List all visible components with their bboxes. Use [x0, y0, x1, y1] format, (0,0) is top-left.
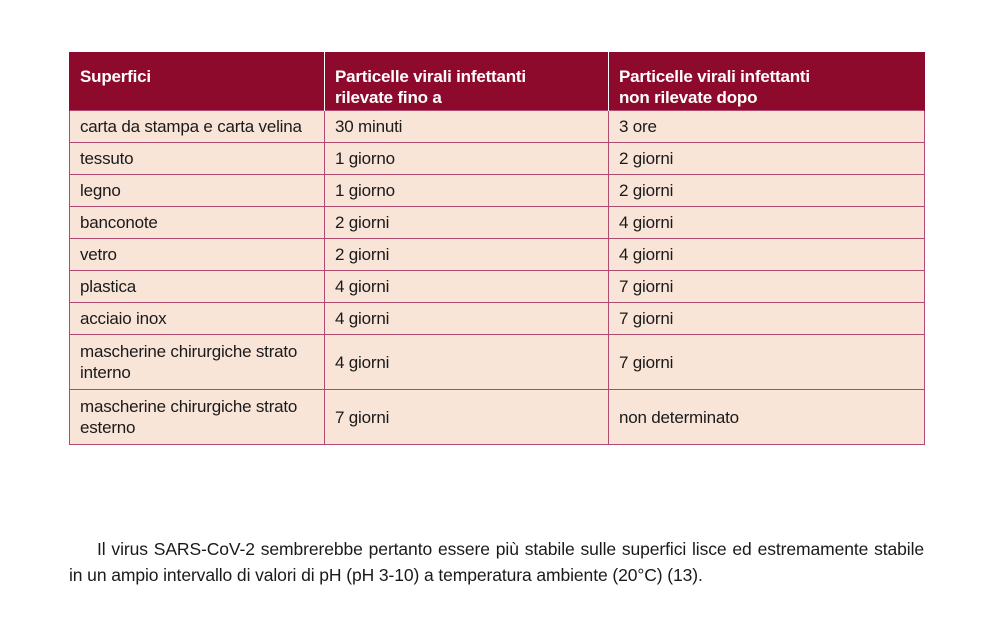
- cell-surface: carta da stampa e carta velina: [70, 111, 325, 143]
- cell-surface: plastica: [70, 271, 325, 303]
- table-row: [70, 207, 925, 239]
- cell-surface: banconote: [70, 207, 325, 239]
- cell-detected-until: 2 giorni: [325, 207, 609, 239]
- cell-not-detected-after: 4 giorni: [609, 239, 925, 271]
- header-line: Particelle virali infettanti: [619, 67, 810, 86]
- cell-not-detected-after: non determinato: [609, 390, 925, 445]
- cell-detected-until: 2 giorni: [325, 239, 609, 271]
- table-row: [70, 303, 925, 335]
- cell-surface: vetro: [70, 239, 325, 271]
- header-detected-until: [325, 53, 609, 111]
- body-paragraph: Il virus SARS-CoV-2 sembrerebbe pertanto essere più stabile sulle superfici lisce ed estremamente stabile in un ampio intervallo di valori di pH (pH 3-10) a temperatura ambiente (20°C) (13).: [69, 539, 924, 585]
- header-line: rilevate fino a: [335, 88, 442, 107]
- table-row: [70, 335, 925, 390]
- table-row: [70, 271, 925, 303]
- cell-not-detected-after: 7 giorni: [609, 335, 925, 390]
- table-row: [70, 111, 925, 143]
- cell-surface: legno: [70, 175, 325, 207]
- cell-surface: tessuto: [70, 143, 325, 175]
- cell-surface: mascherine chirurgiche strato interno: [70, 335, 325, 390]
- cell-detected-until: 4 giorni: [325, 271, 609, 303]
- cell-detected-until: 4 giorni: [325, 303, 609, 335]
- cell-not-detected-after: 7 giorni: [609, 271, 925, 303]
- table-row: [70, 390, 925, 445]
- cell-not-detected-after: 2 giorni: [609, 175, 925, 207]
- table-header-row: [70, 53, 925, 111]
- cell-not-detected-after: 4 giorni: [609, 207, 925, 239]
- cell-not-detected-after: 7 giorni: [609, 303, 925, 335]
- header-line: non rilevate dopo: [619, 88, 758, 107]
- cell-surface: acciaio inox: [70, 303, 325, 335]
- cell-not-detected-after: 3 ore: [609, 111, 925, 143]
- header-surfaces: [70, 53, 325, 111]
- header-line: Particelle virali infettanti: [335, 67, 526, 86]
- cell-detected-until: 1 giorno: [325, 175, 609, 207]
- cell-surface: mascherine chirurgiche strato esterno: [70, 390, 325, 445]
- cell-not-detected-after: 2 giorni: [609, 143, 925, 175]
- table-row: [70, 239, 925, 271]
- cell-detected-until: 1 giorno: [325, 143, 609, 175]
- cell-detected-until: 7 giorni: [325, 390, 609, 445]
- surface-stability-table: [69, 52, 925, 445]
- cell-detected-until: 30 minuti: [325, 111, 609, 143]
- header-not-detected-after: [609, 53, 925, 111]
- header-line: Superfici: [80, 67, 151, 86]
- table-row: [70, 175, 925, 207]
- cell-detected-until: 4 giorni: [325, 335, 609, 390]
- table-row: [70, 143, 925, 175]
